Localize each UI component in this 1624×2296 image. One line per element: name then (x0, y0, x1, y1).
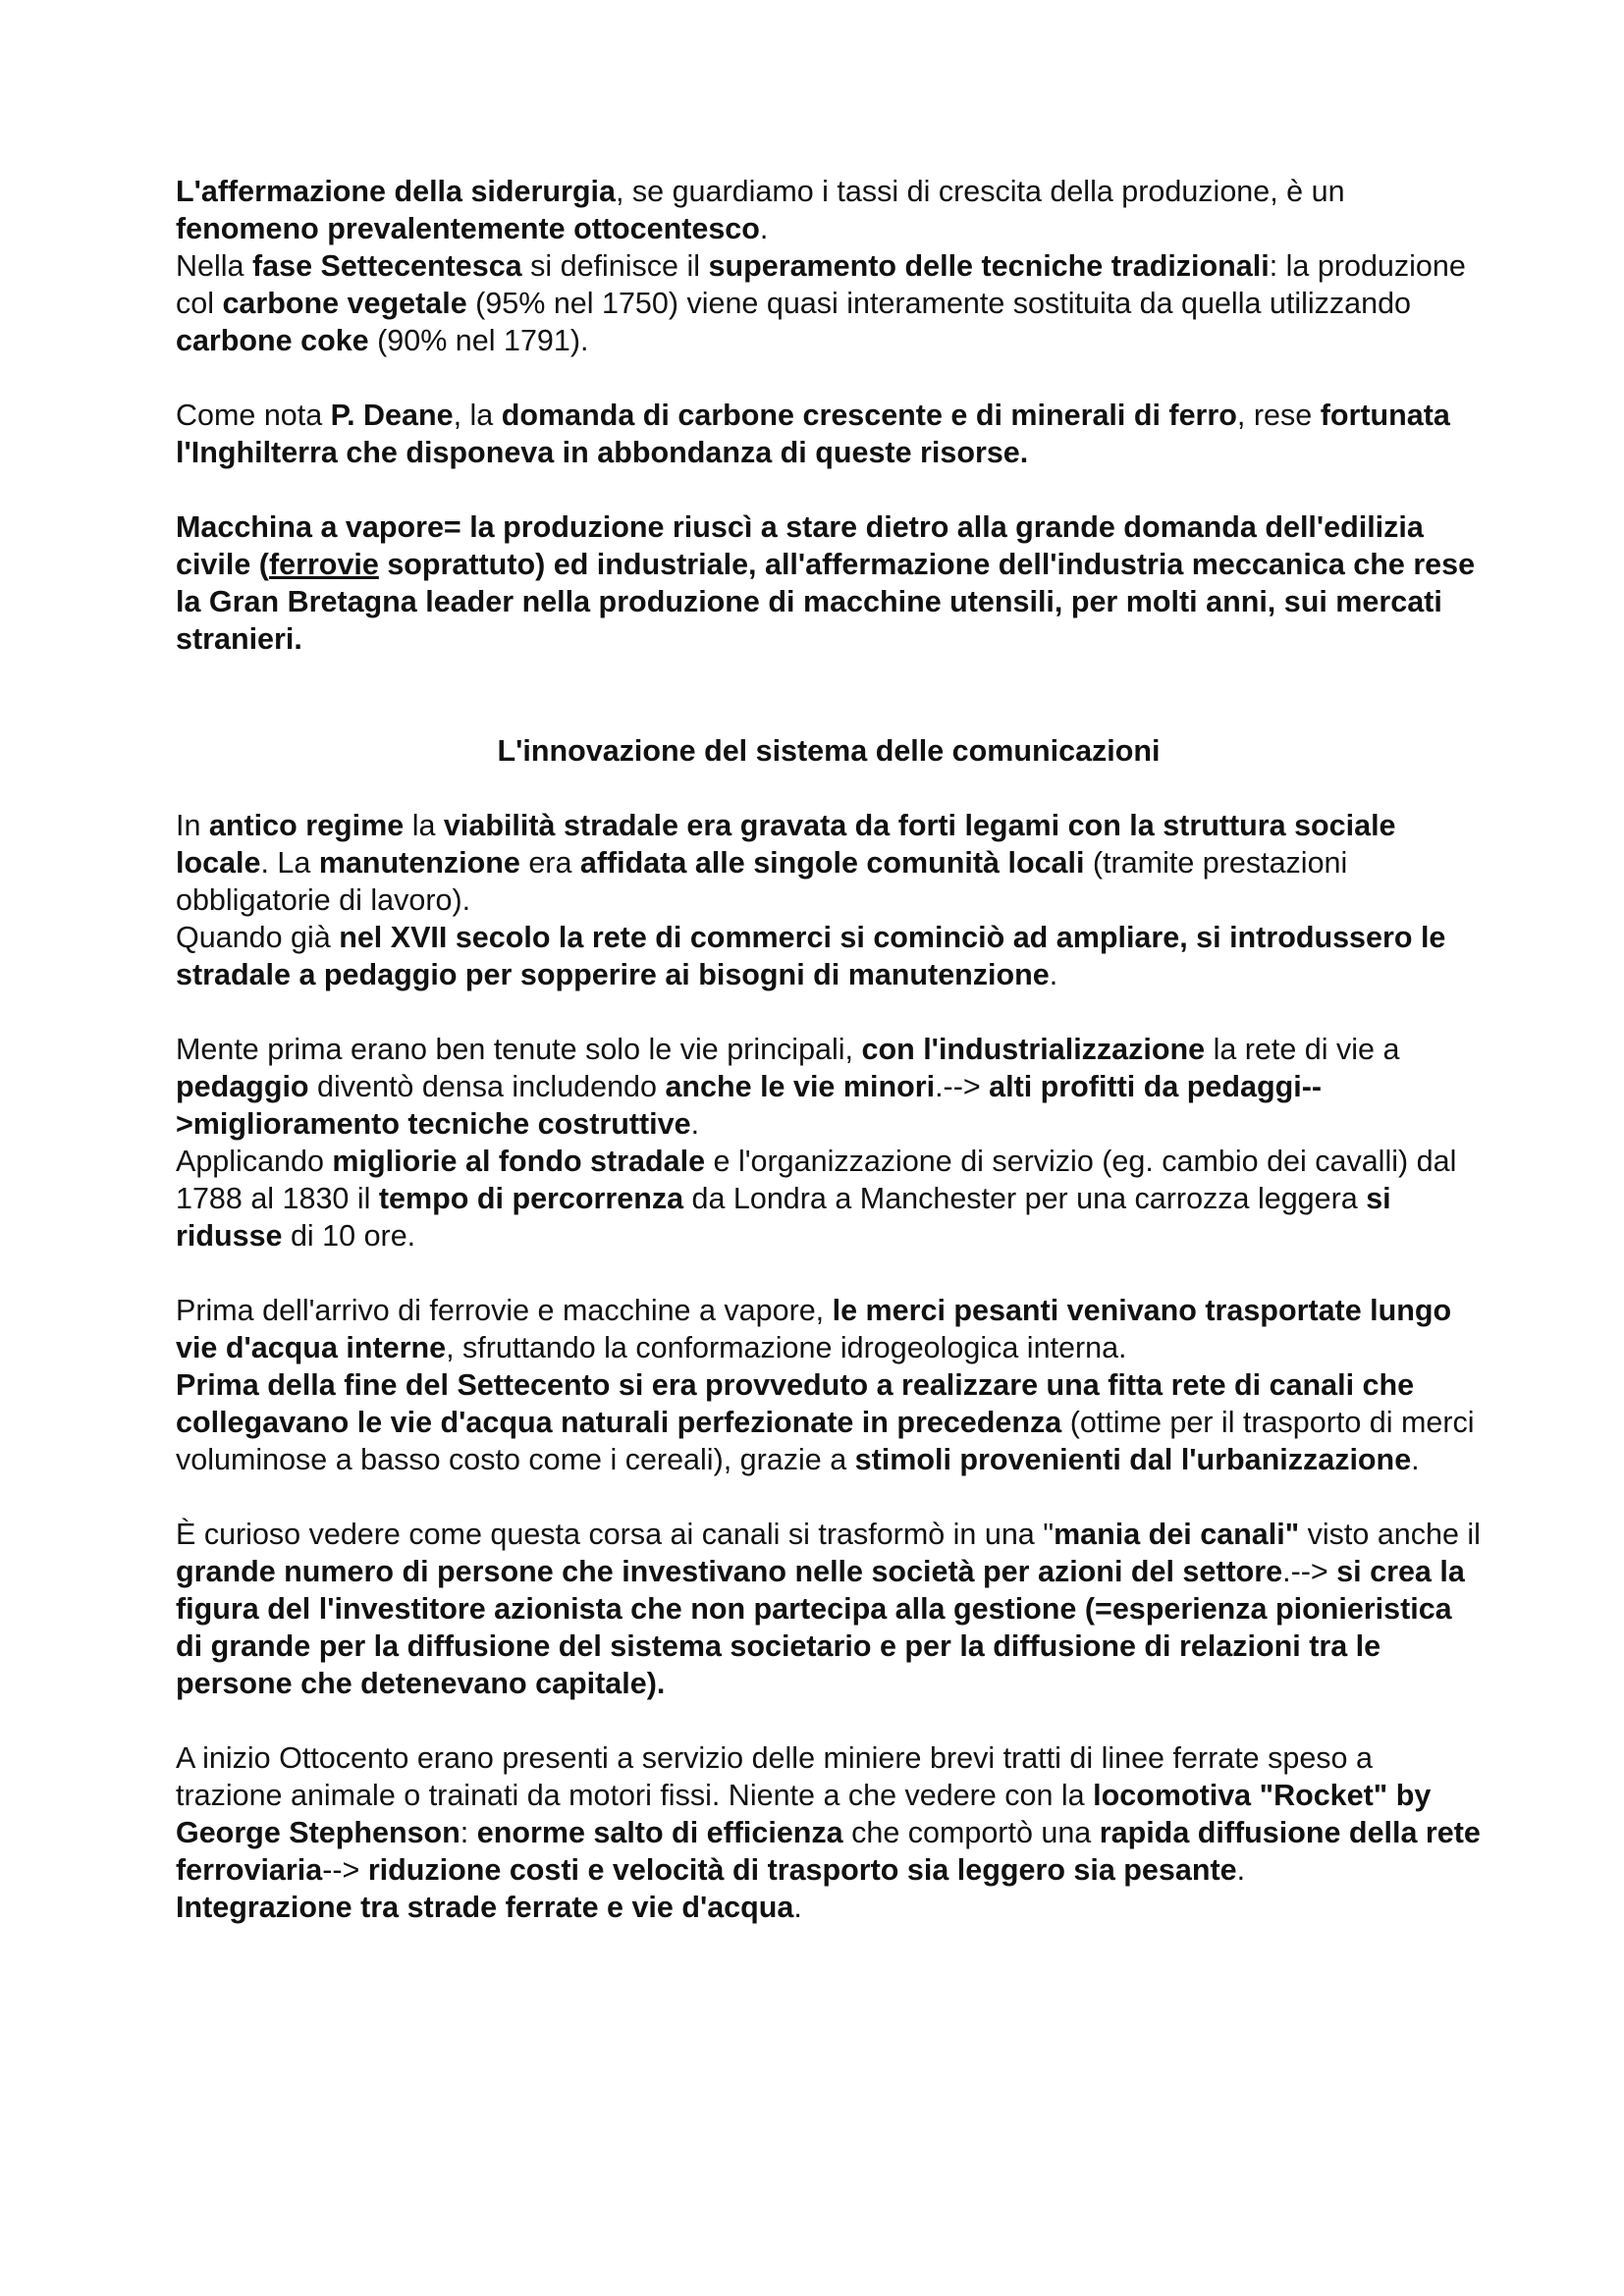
text-line (176, 1516, 1482, 1702)
text-line (176, 173, 1482, 247)
bold-text: rapida diffusione della rete ferroviaria (176, 1816, 1481, 1887)
underlined-bold-text (269, 548, 379, 581)
text-run: : (460, 1816, 477, 1849)
bold-text: manutenzione (318, 846, 520, 880)
bold-text: si ridusse (176, 1182, 1391, 1253)
text-run: . (690, 1107, 700, 1141)
bold-text: enorme salto di efficienza (476, 1816, 843, 1849)
bold-text: P. Deane (330, 399, 454, 432)
text-run: visto anche il (1299, 1518, 1481, 1551)
paragraph (176, 508, 1482, 658)
text-run: la (404, 809, 444, 842)
text-run: : la produzione col (176, 249, 1466, 320)
bold-text: fenomeno prevalentemente ottocentesco (176, 212, 760, 245)
bold-text: viabilità stradale era gravata da forti legami con la struttura sociale locale (176, 809, 1396, 880)
bold-text: fase Settecentesca (251, 249, 522, 283)
paragraph (176, 1031, 1482, 1255)
bold-text: con l'industrializzazione (861, 1033, 1206, 1066)
bold-text: Prima della fine del Settecento si era provveduto a realizzare una fitta rete di canali che collegavano le vie d'acqua naturali perfezionate in precedenza (176, 1368, 1415, 1439)
text-run: che comportò una (842, 1816, 1100, 1849)
bold-text: migliorie al fondo stradale (332, 1145, 706, 1178)
text-run: , sfruttando la conformazione idrogeologica interna. (446, 1331, 1127, 1364)
text-line (176, 1889, 1482, 1926)
paragraph (176, 807, 1482, 993)
text-run: . (1049, 958, 1058, 991)
text-run: . (793, 1891, 802, 1924)
text-line (176, 247, 1482, 359)
bold-text: Integrazione tra strade ferrate e vie d'acqua (176, 1891, 794, 1924)
text-line (176, 1292, 1482, 1366)
bold-text: Macchina a vapore= la produzione riuscì a stare dietro alla grande domanda dell'edilizia civile ( (176, 510, 1424, 581)
bold-text: fortunata l'Inghilterra che disponeva in abbondanza di queste risorse. (176, 399, 1450, 469)
text-line (176, 919, 1482, 993)
paragraph (176, 1516, 1482, 1702)
text-line (176, 1031, 1482, 1143)
bold-text: carbone vegetale (222, 287, 467, 320)
bold-text: locomotiva "Rocket" by George Stephenson (176, 1779, 1432, 1849)
text-run: da Londra a Manchester per una carrozza leggera (683, 1182, 1367, 1215)
bold-text: carbone coke (176, 324, 369, 357)
text-run: .--> (935, 1070, 990, 1103)
text-run: È curioso vedere come questa corsa ai canali si trasformò in una " (176, 1518, 1055, 1551)
text-run: --> (322, 1853, 368, 1887)
bold-text: superamento delle tecniche tradizionali (708, 249, 1270, 283)
bold-text: si crea la figura del l'investitore azionista che non partecipa alla gestione (=esperienza pionieristica di grande per la diffusione del sistema societario e per la diffusione di relazioni tra le persone che detenevano capitale). (176, 1555, 1465, 1700)
text-line (176, 508, 1482, 658)
bold-text: antico regime (208, 809, 405, 842)
bold-text: anche le vie minori (665, 1070, 936, 1103)
text-line (176, 1366, 1482, 1478)
bold-text: riduzione costi e velocità di trasporto sia leggero sia pesante (367, 1853, 1237, 1887)
text-run: Prima dell'arrivo di ferrovie e macchine a vapore, (176, 1294, 833, 1327)
bold-text: alti profitti da pedaggi-->miglioramento tecniche costruttive (176, 1070, 1323, 1141)
text-run: .--> (1282, 1555, 1337, 1588)
text-run: (tramite prestazioni obbligatorie di lavoro). (176, 846, 1348, 917)
bold-text: nel XVII secolo la rete di commerci si cominciò ad ampliare, si introdussero le stradale a pedaggio per sopperire ai bisogni di manutenzione (176, 921, 1446, 991)
text-run: (90% nel 1791). (368, 324, 589, 357)
text-line (176, 1143, 1482, 1255)
text-run: e l'organizzazione di servizio (eg. cambio dei cavalli) dal 1788 al 1830 il (176, 1145, 1457, 1215)
text-run: Nella (176, 249, 252, 283)
text-run: di 10 ore. (282, 1219, 416, 1253)
text-run: In (176, 809, 209, 842)
section-title: L'innovazione del sistema delle comunicazioni (497, 734, 1161, 768)
text-run: diventò densa includendo (308, 1070, 666, 1103)
bold-text: tempo di percorrenza (378, 1182, 684, 1215)
section-siderurgia (176, 173, 1482, 658)
text-run: si definisce il (521, 249, 709, 283)
text-run: Mente prima erano ben tenute solo le vie principali, (176, 1033, 862, 1066)
text-line (176, 807, 1482, 919)
text-run: , la (453, 399, 502, 432)
bold-text: L'affermazione della siderurgia (176, 175, 616, 208)
text-run: era (519, 846, 580, 880)
bold-text: domanda di carbone crescente e di minerali di ferro (501, 399, 1237, 432)
document-page (176, 173, 1482, 1926)
text-line (176, 397, 1482, 471)
bold-text: grande numero di persone che investivano nelle società per azioni del settore (176, 1555, 1283, 1588)
text-line (176, 1739, 1482, 1889)
text-run: Quando già (176, 921, 340, 954)
section-comunicazioni (176, 807, 1482, 1926)
text-run: la rete di vie a (1205, 1033, 1400, 1066)
text-run: Come nota (176, 399, 331, 432)
text-run: . (1411, 1443, 1420, 1476)
text-run: . La (260, 846, 319, 880)
paragraph (176, 173, 1482, 359)
text-run: , rese (1236, 399, 1321, 432)
bold-text: stimoli provenienti dal l'urbanizzazione (854, 1443, 1412, 1476)
bold-text: le merci pesanti venivano trasportate lungo vie d'acqua interne (176, 1294, 1452, 1364)
paragraph (176, 1739, 1482, 1926)
bold-text: soprattuto) ed industriale, all'affermazione dell'industria meccanica che rese la Gran Bretagna leader nella produzione di macchine utensili, per molti anni, sui mercati stranieri. (176, 548, 1476, 656)
bold-text: pedaggio (176, 1070, 309, 1103)
text-run: A inizio Ottocento erano presenti a servizio delle miniere brevi tratti di linee ferrate speso a trazione animale o trainati da motori fissi. Niente a che vedere con la (176, 1741, 1373, 1812)
bold-text: affidata alle singole comunità locali (579, 846, 1085, 880)
text-run: , se guardiamo i tassi di crescita della produzione, è un (615, 175, 1345, 208)
text-run: . (759, 212, 769, 245)
underline: ferrovie (268, 548, 379, 581)
paragraph (176, 397, 1482, 471)
bold-text: mania dei canali" (1054, 1518, 1300, 1551)
text-run: (ottime per il trasporto di merci voluminose a basso costo come i cereali), grazie a (176, 1406, 1475, 1476)
text-run: Applicando (176, 1145, 333, 1178)
text-run: . (1236, 1853, 1246, 1887)
text-run: (95% nel 1750) viene quasi interamente sostituita da quella utilizzando (466, 287, 1412, 320)
paragraph (176, 1292, 1482, 1478)
